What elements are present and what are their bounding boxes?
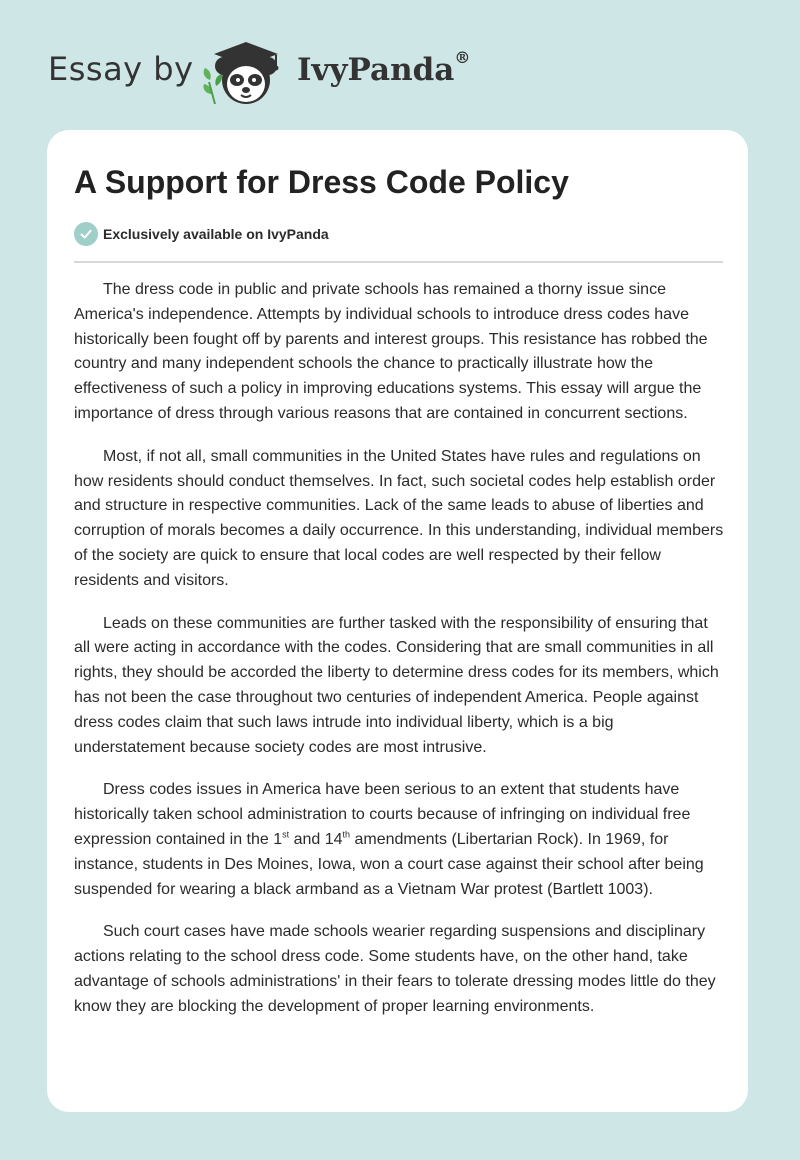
brand-name[interactable] bbox=[297, 48, 471, 88]
essay-body bbox=[74, 278, 725, 1038]
essay-paragraph-3: Leads on these communities are further tasked with the responsibility of ensuring that all were acting in accordance with the codes. Considering that are small communities in all rights, they should be accorded the liberty to determine dress codes for its members, which has not been the case throughout two centuries of independent America. People against dress codes claim that such laws intrude into individual liberty, which is a big understatement because society codes are most intrusive. bbox=[74, 614, 719, 756]
essay-paragraph-4 bbox=[74, 778, 725, 902]
site-header bbox=[0, 0, 800, 120]
page-title: A Support for Dress Code Policy bbox=[74, 164, 569, 200]
exclusive-badge bbox=[74, 222, 329, 246]
essay-paragraph-1: The dress code in public and private schools has remained a thorny issue since America's independence. Attempts by individual schools to introduce dress codes have historically been fought off by parents and interest groups. This resistance has robbed the country and many independent schools the chance to practically illustrate how the effectiveness of such a policy in improving educations systems. This essay will argue the importance of dress through various reasons that are contained in concurrent sections. bbox=[74, 281, 708, 422]
essay-paragraph-5: Such court cases have made schools wearier regarding suspensions and disciplinary actions relating to the school dress code. Some students have, on the other hand, take advantage of schools administrations' in their fears to tolerate dressing modes little do they know they are blocking the development of proper learning environments. bbox=[74, 923, 716, 1015]
essay-paragraph-2: Most, if not all, small communities in the United States have rules and regulations on how residents should conduct themselves. In fact, such societal codes help establish order and structure in respective communities. Lack of the same leads to abuse of liberties and corruption of morals becomes a daily occurrence. In this understanding, individual members of the society are quick to ensure that local codes are well respected by their fellow residents and visitors. bbox=[74, 447, 724, 589]
panda-graduate-logo-icon[interactable] bbox=[196, 34, 292, 108]
paragraph-4-text-3: amendments (Libertarian Rock). In 1969, for instance, students in Des Moines, Iowa, won a court case against their school after being suspended for wearing a black armband as a Vietnam War protest (Bartlett 1003). bbox=[74, 830, 704, 898]
paragraph-4-text-1: Dress codes issues in America have been serious to an extent that students have historically taken school administration to courts because of infringing on individual free expression contained in the 1 bbox=[74, 781, 691, 848]
ordinal-st: st bbox=[282, 829, 290, 840]
title-divider bbox=[74, 261, 723, 263]
exclusive-badge-label: Exclusively available on IvyPanda bbox=[103, 226, 329, 242]
brand-name-text: IvyPanda bbox=[297, 52, 455, 88]
ordinal-th: th bbox=[342, 829, 351, 840]
check-circle-icon bbox=[74, 222, 98, 246]
paragraph-4-text-2: and 14 bbox=[289, 830, 343, 848]
essay-card bbox=[47, 130, 748, 1112]
registered-mark: ® bbox=[454, 48, 471, 67]
brand-essay-by: Essay by bbox=[48, 50, 194, 88]
